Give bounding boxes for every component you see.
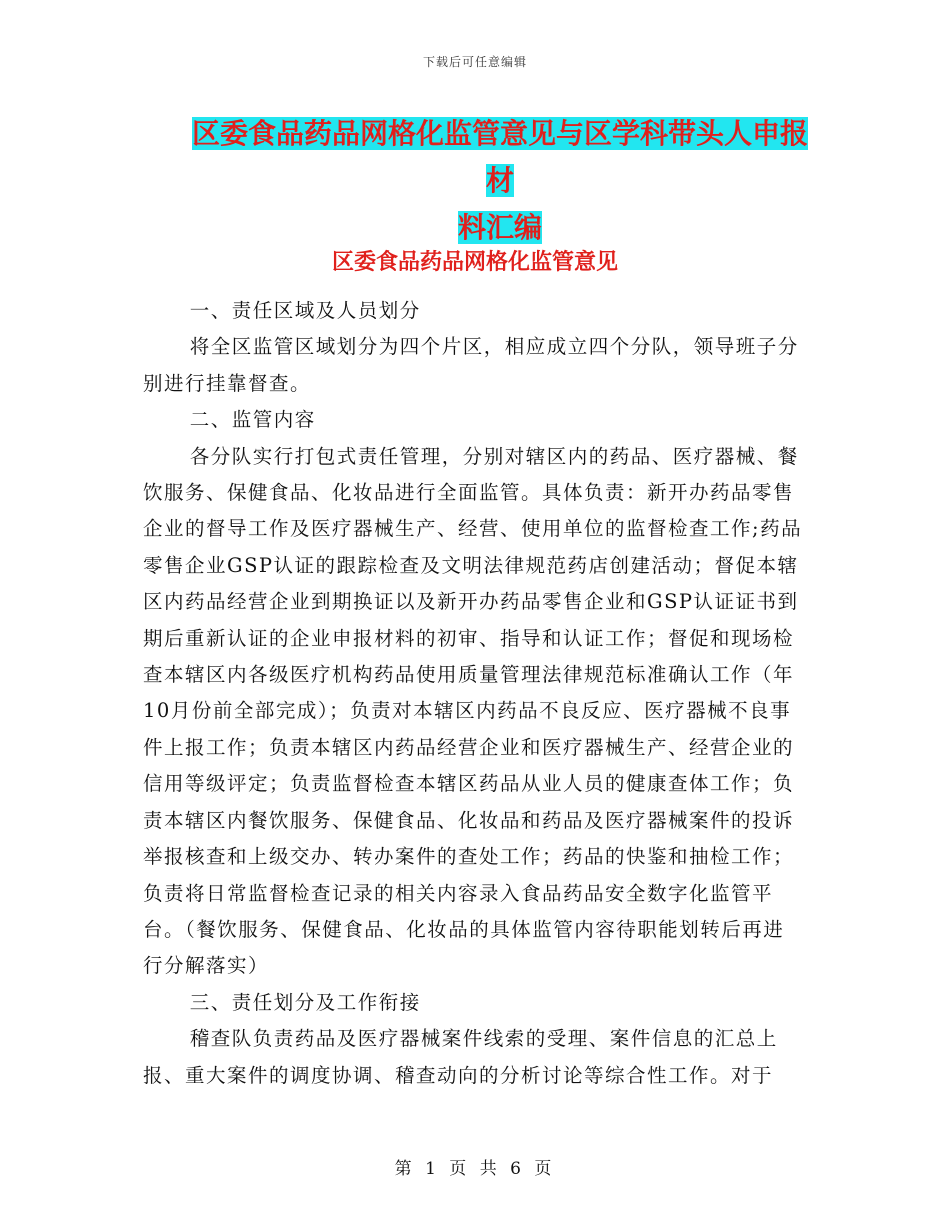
paragraph-inspection-team: 稽查队负责药品及医疗器械案件线索的受理、案件信息的汇总上报、重大案件的调度协调、稽查动向的分析讨论等综合性工作。对于: [143, 1027, 778, 1087]
document-title-line1: 区委食品药品网格化监管意见与区学科带头人申报材: [191, 117, 808, 197]
header-note: 下载后可任意编辑: [422, 55, 527, 69]
paragraph-supervision-content: 各分队实行打包式责任管理，分别对辖区内的药品、医疗器械、餐饮服务、保健食品、化妆品进行全面监管。具体负责：新开办药品零售企业的督导工作及医疗器械生产、经营、使用单位的监督检查工作;药品零售企业GSP认证的跟踪检查及文明法律规范药店创建活动；督促本辖区内药品经营企业到期换证以及新开办药品零售企业和GSP认证证书到期后重新认证的企业申报材料的初审、指导和认证工作；督促和现场检查本辖区内各级医疗机构药品使用质量管理法律规范标准确认工作（年10月份前全部完成）；负责对本辖区内药品不良反应、医疗器械不良事件上报工作；负责本辖区内药品经营企业和医疗器械生产、经营企业的信用等级评定；负责监督检查本辖区药品从业人员的健康查体工作；负责本辖区内餐饮服务、保健食品、化妆品和药品及医疗器械案件的投诉举报核查和上级交办、转办案件的查处工作；药品的快鉴和抽检工作；负责将日常监督检查记录的相关内容录入食品药品安全数字化监管平台。（餐饮服务、保健食品、化妆品的具体监管内容待职能划转后再进行分解落实）: [143, 444, 803, 978]
heading-responsibility-areas: 一、责任区域及人员划分: [189, 299, 421, 322]
document-title: [190, 110, 810, 251]
heading-responsibility-division: 三、责任划分及工作衔接: [189, 990, 421, 1014]
page-number: 第 1 页 共 6 页: [394, 1159, 556, 1179]
heading-supervision-content: 二、监管内容: [189, 408, 316, 432]
paragraph-area-division: 将全区监管区域划分为四个片区，相应成立四个分队，领导班子分别进行挂靠督查。: [143, 335, 799, 395]
document-body: [143, 293, 803, 1094]
document-title-line2: 料汇编: [457, 211, 542, 244]
section-title: 区委食品药品网格化监管意见: [331, 250, 618, 275]
